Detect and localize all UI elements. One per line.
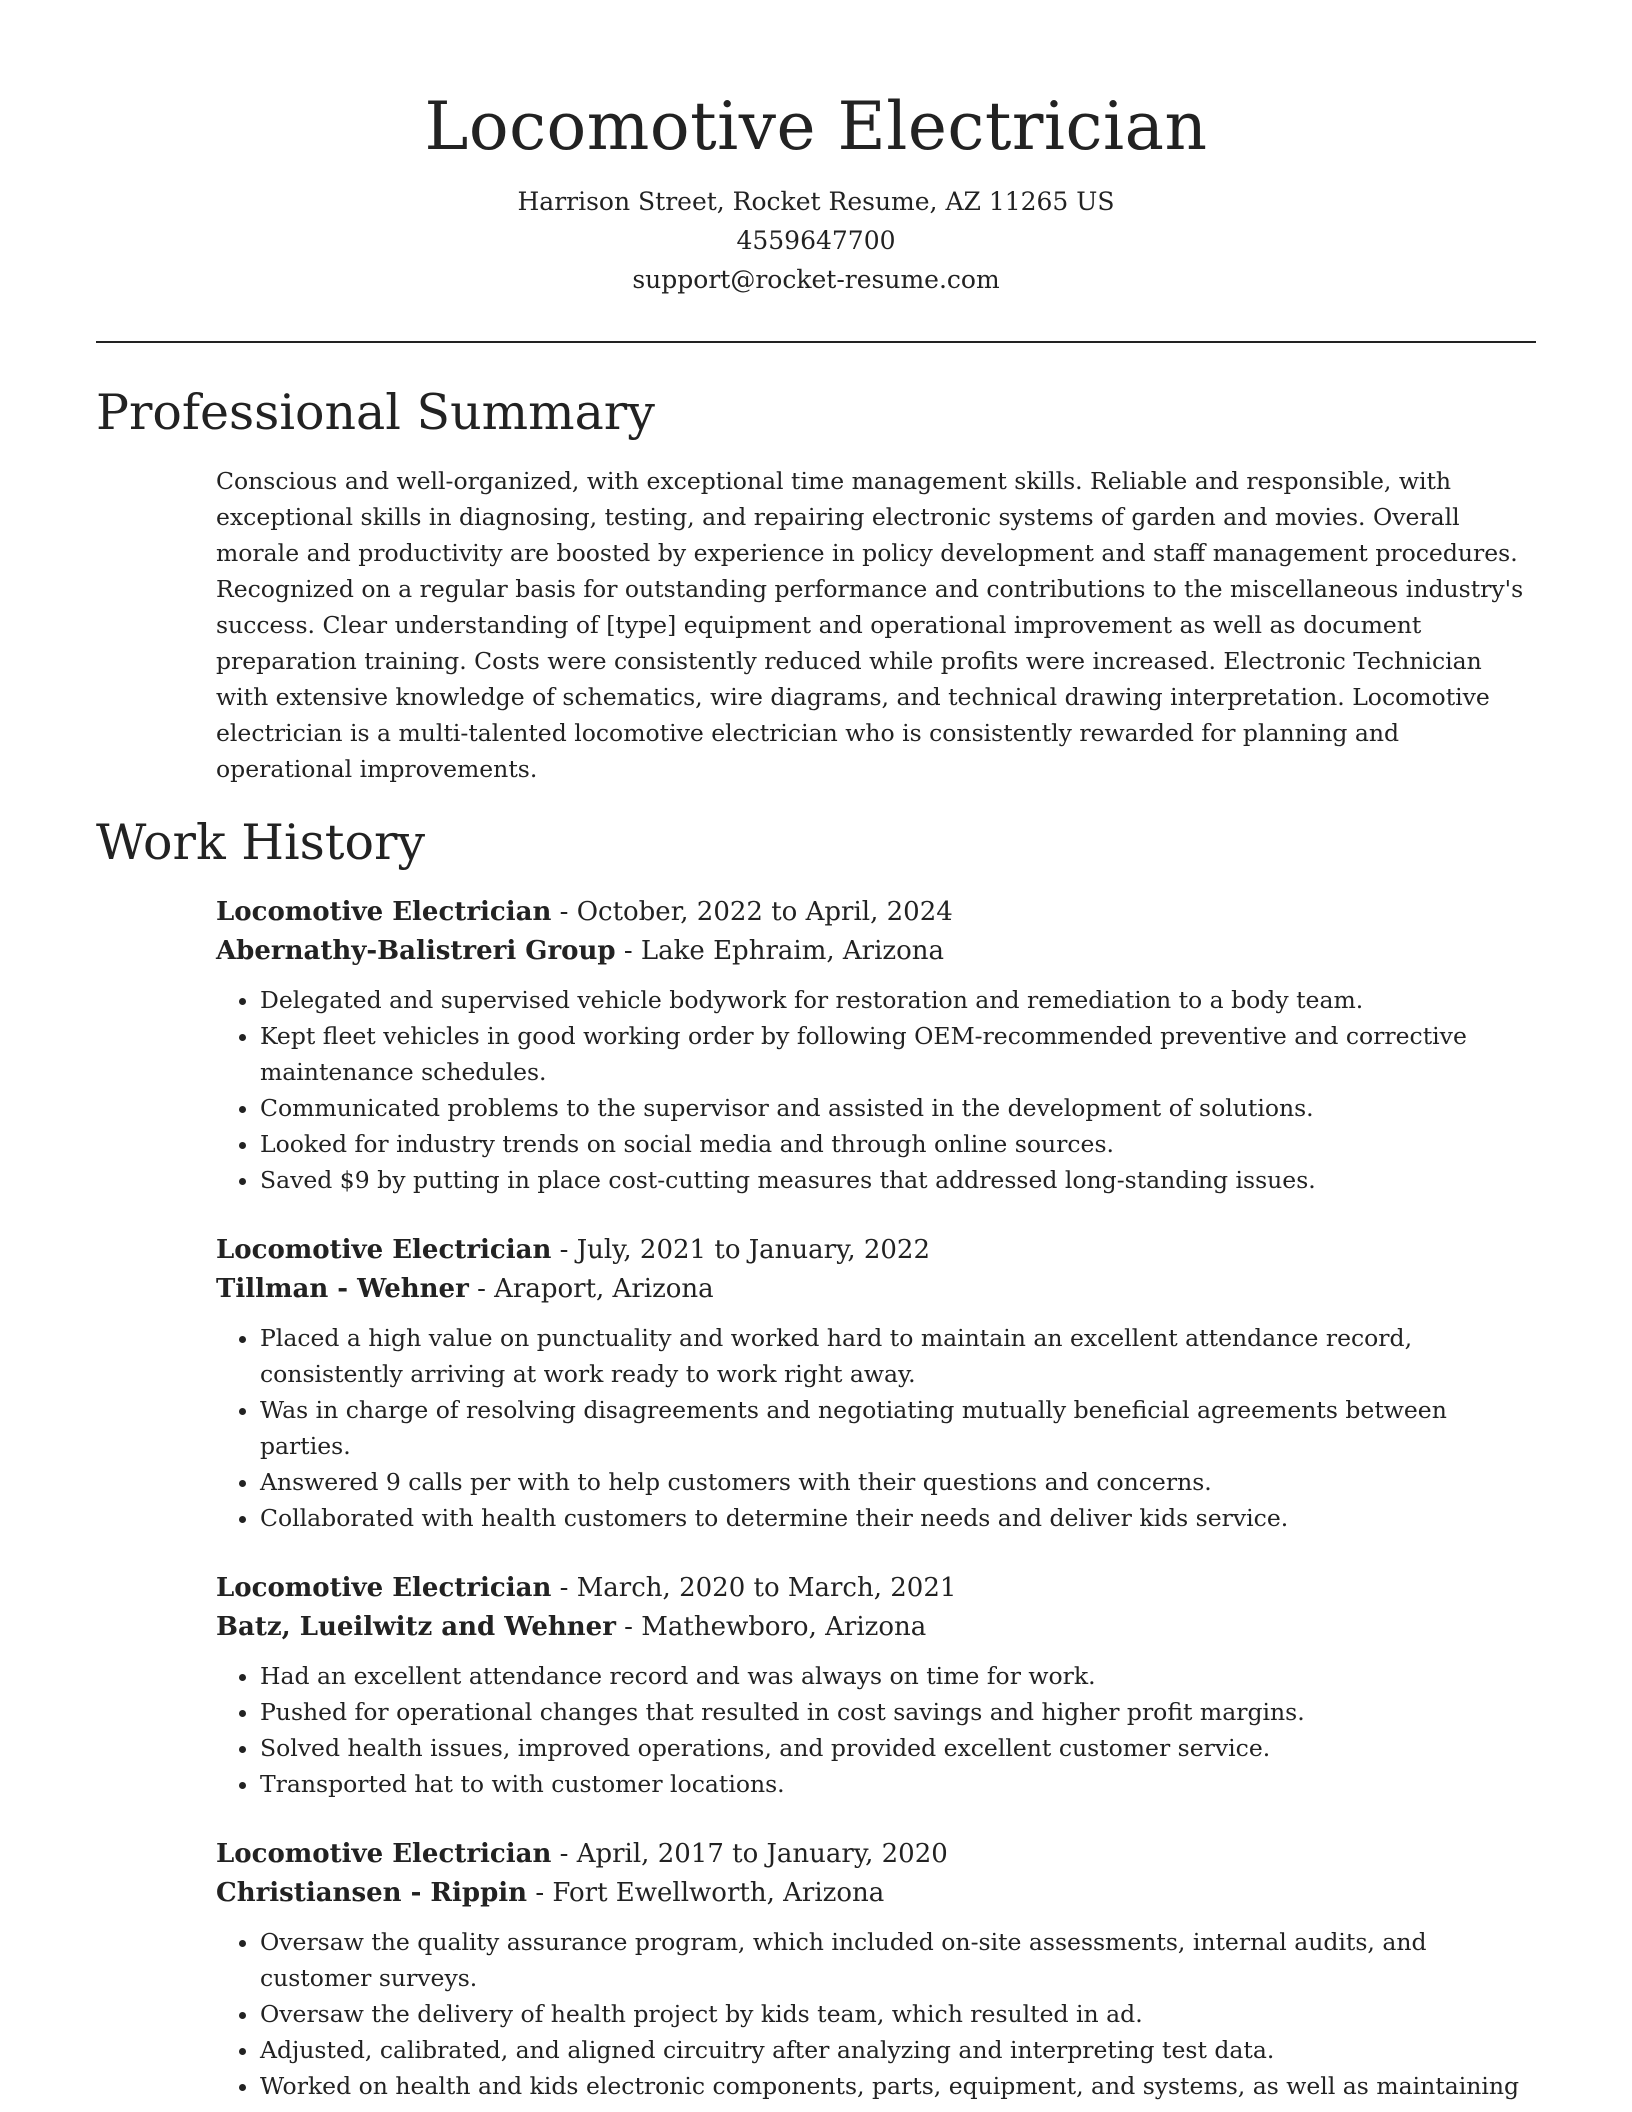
job-bullets — [216, 1320, 1536, 1536]
job-bullet: • Had an excellent attendance record and was always on time for work. — [260, 1658, 1536, 1694]
job-location: Fort Ewellworth, Arizona — [552, 1878, 885, 1908]
job-bullet: • Was in charge of resolving disagreements and negotiating mutually beneficial agreements between parties. — [260, 1392, 1536, 1464]
company-line: Tillman - Wehner - Araport, Arizona — [216, 1274, 714, 1304]
company-line: Christiansen - Rippin - Fort Ewellworth, Arizona — [216, 1878, 885, 1908]
header-divider — [96, 341, 1536, 343]
job-dates: March, 2020 to March, 2021 — [576, 1573, 957, 1603]
job-bullet: • Saved $9 by putting in place cost-cutting measures that addressed long-standing issues. — [260, 1162, 1536, 1198]
job-title-line: Locomotive Electrician - July, 2021 to January, 2022 — [216, 1235, 931, 1265]
summary-text: Conscious and well-organized, with exceptional time management skills. Reliable and responsible, with exceptional skills in diagnosing, testing, and repairing electronic systems of garden and movies. Overall morale and productivity are boosted by experience in policy development and staff management procedures. Recognized on a regular basis for outstanding performance and contributions to the miscellaneous industry's success. Clear understanding of [type] equipment and operational improvement as well as document preparation training. Costs were consistently reduced while profits were increased. Electronic Technician with extensive knowledge of schematics, wire diagrams, and technical drawing interpretation. Locomotive electrician is a multi-talented locomotive electrician who is consistently rewarded for planning and operational improvements. — [216, 467, 1524, 783]
job-bullet: • Transported hat to with customer locations. — [260, 1766, 1536, 1802]
work-history-heading: Work History — [96, 814, 426, 871]
job-bullet: • Worked on health and kids electronic components, parts, equipment, and systems, as well as maintaining — [260, 2068, 1536, 2104]
job-dates: July, 2021 to January, 2022 — [576, 1235, 931, 1265]
job-bullet: • Looked for industry trends on social media and through online sources. — [260, 1126, 1536, 1162]
job-location: Mathewboro, Arizona — [641, 1612, 927, 1642]
candidate-name: Locomotive Electrician — [424, 88, 1208, 165]
job-entry — [216, 893, 1536, 1198]
company-name: Batz, Lueilwitz and Wehner — [216, 1612, 616, 1642]
job-bullet: • Pushed for operational changes that resulted in cost savings and higher profit margins. — [260, 1694, 1536, 1730]
job-bullet: • Placed a high value on punctuality and worked hard to maintain an excellent attendance record, consistently arriving at work ready to work right away. — [260, 1320, 1536, 1392]
work-history-list — [216, 893, 1536, 2112]
job-bullet: • Kept fleet vehicles in good working order by following OEM-recommended preventive and corrective maintenance schedules. — [260, 1018, 1536, 1090]
job-bullets — [216, 982, 1536, 1198]
job-bullets — [216, 1658, 1536, 1802]
job-bullet: • Communicated problems to the supervisor and assisted in the development of solutions. — [260, 1090, 1536, 1126]
email-text: support@rocket-resume.com — [632, 265, 1000, 294]
job-bullet: • Answered 9 calls per with to help customers with their questions and concerns. — [260, 1464, 1536, 1500]
job-title: Locomotive Electrician — [216, 1235, 552, 1265]
job-bullets — [216, 1924, 1536, 2104]
contact-block — [0, 182, 1632, 299]
company-line: Batz, Lueilwitz and Wehner - Mathewboro, Arizona — [216, 1612, 927, 1642]
job-title: Locomotive Electrician — [216, 897, 552, 927]
job-dates: October, 2022 to April, 2024 — [576, 897, 953, 927]
job-bullet: • Oversaw the delivery of health project by kids team, which resulted in ad. — [260, 1996, 1536, 2032]
job-bullet: • Delegated and supervised vehicle bodywork for restoration and remediation to a body team. — [260, 982, 1536, 1018]
job-location: Araport, Arizona — [494, 1274, 714, 1304]
job-title-line: Locomotive Electrician - March, 2020 to March, 2021 — [216, 1573, 957, 1603]
job-bullet: • Oversaw the quality assurance program, which included on-site assessments, internal audits, and customer surveys. — [260, 1924, 1536, 1996]
company-name: Abernathy-Balistreri Group — [216, 936, 616, 966]
company-name: Christiansen - Rippin — [216, 1878, 528, 1908]
address-text: Harrison Street, Rocket Resume, AZ 11265 US — [517, 187, 1115, 216]
job-title: Locomotive Electrician — [216, 1839, 552, 1869]
job-bullet: • Solved health issues, improved operations, and provided excellent customer service. — [260, 1730, 1536, 1766]
summary-heading: Professional Summary — [96, 384, 655, 441]
resume-header — [0, 0, 1632, 299]
job-entry — [216, 1231, 1536, 1536]
job-title: Locomotive Electrician — [216, 1573, 552, 1603]
job-title-line: Locomotive Electrician - October, 2022 to April, 2024 — [216, 897, 953, 927]
job-dates: April, 2017 to January, 2020 — [576, 1839, 948, 1869]
job-location: Lake Ephraim, Arizona — [640, 936, 944, 966]
company-name: Tillman - Wehner — [216, 1274, 469, 1304]
job-bullet: • Adjusted, calibrated, and aligned circuitry after analyzing and interpreting test data. — [260, 2032, 1536, 2068]
job-title-line: Locomotive Electrician - April, 2017 to January, 2020 — [216, 1839, 948, 1869]
job-entry — [216, 1569, 1536, 1802]
phone-text: 4559647700 — [736, 226, 896, 255]
company-line: Abernathy-Balistreri Group - Lake Ephraim, Arizona — [216, 936, 944, 966]
job-bullet: • Collaborated with health customers to determine their needs and deliver kids service. — [260, 1500, 1536, 1536]
job-entry — [216, 1835, 1536, 2104]
